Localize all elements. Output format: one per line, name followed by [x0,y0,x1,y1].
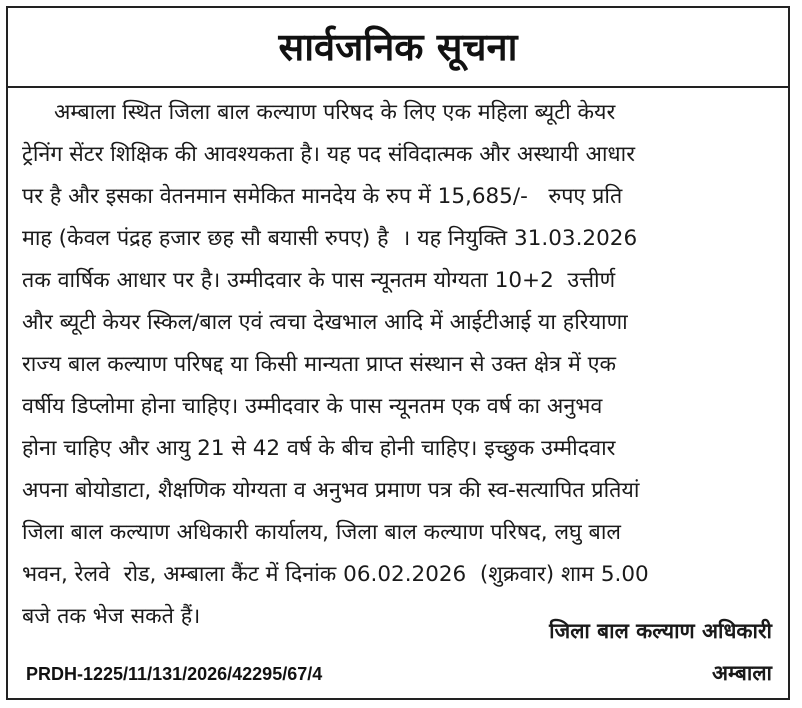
signature-block [549,610,772,694]
signatory-title: जिला बाल कल्याण अधिकारी [549,619,772,643]
body-line: बजे तक भेज सकते हैं। [22,604,201,629]
reference-code: PRDH-1225/11/131/2026/42295/67/4 [26,664,323,684]
body-line: जिला बाल कल्याण अधिकारी कार्यालय, जिला बाल कल्याण परिषद, लघु बाल [22,520,621,545]
body-line: वर्षीय डिप्लोमा होना चाहिए। उम्मीदवार के पास न्यूनतम एक वर्ष का अनुभव [22,394,603,419]
body-line: ट्रेनिंग सेंटर शिक्षिक की आवश्यकता है। यह पद संविदात्मक और अस्थायी आधार [22,142,636,167]
notice-body [22,92,782,638]
body-line: भवन, रेलवे रोड, अम्बाला कैंट में दिनांक 06.02.2026 (शुक्रवार) शाम 5.00 [22,562,649,587]
signatory-location: अम्बाला [712,661,772,685]
title-bar [6,6,790,88]
body-line: होना चाहिए और आयु 21 से 42 वर्ष के बीच होनी चाहिए। इच्छुक उम्मीदवार [22,436,616,461]
body-line: तक वार्षिक आधार पर है। उम्मीदवार के पास न्यूनतम योग्यता 10+2 उत्तीर्ण [22,268,616,293]
body-line: और ब्यूटी केयर स्किल/बाल एवं त्वचा देखभाल आदि में आईटीआई या हरियाणा [22,310,628,335]
body-line: अम्बाला स्थित जिला बाल कल्याण परिषद के लिए एक महिला ब्यूटी केयर [54,100,616,125]
body-line: पर है और इसका वेतनमान समेकित मानदेय के रुप में 15,685/- रुपए प्रति [22,184,623,209]
body-line: अपना बोयोडाटा, शैक्षणिक योग्यता व अनुभव प्रमाण पत्र की स्व-सत्यापित प्रतियां [22,478,640,503]
body-line: राज्य बाल कल्याण परिषद्द या किसी मान्यता प्राप्त संस्थान से उक्त क्षेत्र में एक [22,352,617,377]
notice-title: सार्वजनिक सूचना [278,25,518,69]
body-line: माह (केवल पंद्रह हजार छह सौ बयासी रुपए) है । यह नियुक्ति 31.03.2026 [22,226,638,251]
